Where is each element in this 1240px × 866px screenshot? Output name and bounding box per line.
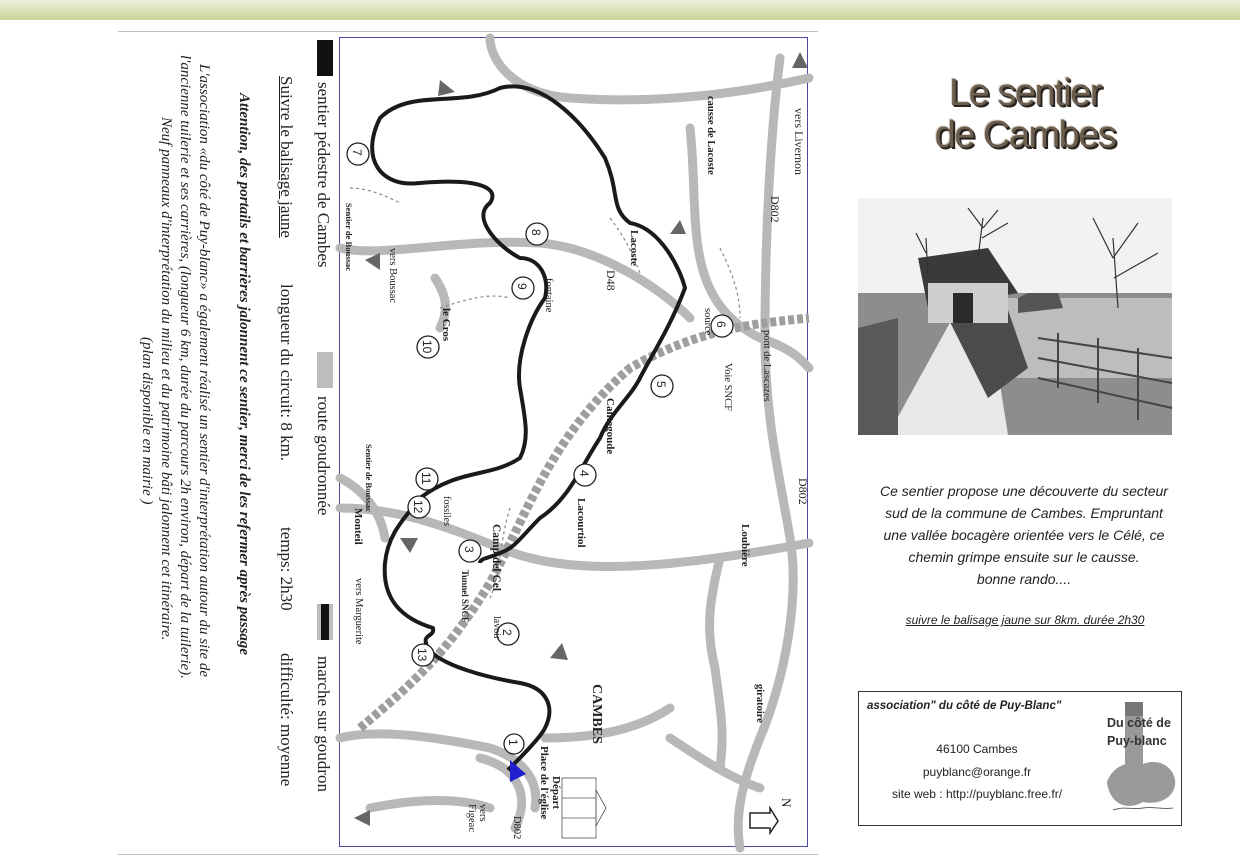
label-giratoire: giratoire	[754, 684, 765, 723]
label-pont: pont de Lascazes	[761, 330, 772, 402]
label-vers-marguerite: vers Marguerite	[353, 578, 364, 645]
waypoint-2: 2	[500, 629, 514, 636]
legend-goudron-label: marche sur goudron	[314, 656, 333, 792]
desc-line-2: sud de la commune de Cambes. Empruntant	[885, 505, 1163, 521]
top-divider	[118, 31, 818, 32]
page-title	[880, 72, 1170, 156]
label-source: source	[702, 308, 713, 336]
waypoint-3: 3	[462, 546, 476, 553]
logo-text-1: Du côté de	[1107, 716, 1171, 730]
waypoint-10: 10	[420, 340, 434, 354]
legend-difficulte: difficulté: moyenne	[277, 653, 296, 787]
label-depart: Départ	[550, 776, 562, 809]
association-website[interactable]: site web : http://puyblanc.free.fr/	[891, 787, 1063, 801]
label-vers-livernon: vers Livernon	[792, 108, 806, 175]
desc-line-4: chemin grimpe ensuite sur le causse.	[908, 549, 1140, 565]
waypoint-9: 9	[515, 283, 529, 290]
label-vers-figeac: vers Figeac	[466, 804, 488, 832]
label-d48: D48	[604, 270, 618, 291]
map-drawing	[340, 38, 809, 848]
title-line-2: de Cambes	[934, 114, 1116, 156]
legend-assoc-text-2: l'ancienne tuilerie et ses carrières, (longueur 6 km, durée du parcours 2h environ, départ de la tuilerie).	[177, 55, 193, 679]
waypoint-11: 11	[419, 472, 433, 485]
label-tunnel: Tunnel SNCF	[460, 570, 470, 623]
label-d802-mid: D802	[796, 478, 810, 505]
desc-line-5: bonne rando....	[976, 571, 1072, 587]
association-name: association" du côté de Puy-Blanc"	[867, 700, 1062, 712]
bottom-divider	[118, 854, 818, 855]
label-sentier-boussac-mid: Sentier de Boussac	[364, 444, 374, 512]
label-causse-lacoste: causse de Lacoste	[705, 96, 716, 175]
legend-road-swatch	[317, 352, 333, 388]
legend-longueur: longueur du circuit: 8 km.	[277, 284, 296, 462]
balisage-note: suivre le balisage jaune sur 8km. durée 2h30	[905, 613, 1145, 627]
association-email[interactable]: puyblanc@orange.fr	[922, 765, 1032, 779]
waypoint-4: 4	[577, 470, 591, 477]
association-box	[858, 691, 1182, 826]
trail-map	[339, 37, 808, 847]
label-lavoir: lavoir	[491, 616, 502, 640]
label-vers-boussac: vers Boussac	[387, 248, 398, 304]
legend-trail-swatch	[317, 40, 333, 76]
photo-drawing	[858, 198, 1172, 435]
label-cantegoude: Cantegoude	[604, 398, 616, 455]
trail-description	[862, 480, 1186, 590]
north-arrow-icon	[750, 808, 778, 833]
label-camp-del-cel: Camp del Cel	[490, 524, 502, 592]
waypoint-7: 7	[350, 149, 364, 156]
legend-trail-label: sentier pédestre de Cambes	[314, 82, 333, 268]
label-cambes: CAMBES	[589, 684, 604, 744]
label-north: N	[779, 798, 794, 808]
legend-goudron-swatch	[317, 604, 333, 640]
label-loubiere: Loubière	[739, 524, 751, 567]
label-voie: Voie SNCF	[722, 363, 733, 411]
church-sketch	[562, 778, 606, 838]
desc-line-1: Ce sentier propose une découverte du secteur	[880, 483, 1168, 499]
waypoint-1: 1	[506, 739, 520, 746]
legend-assoc-text-4: (plan disponible en mairie )	[139, 337, 155, 505]
waypoint-6: 6	[714, 321, 728, 328]
label-fontaine: fontaine	[543, 278, 554, 313]
legend-assoc-text-1: L'association «du côté de Puy-blanc» a également réalisé un sentier d'interprétation autour du site de	[196, 64, 212, 677]
desc-line-3: une vallée bocagère orientée vers le Célé, ce	[883, 527, 1165, 543]
label-sentier-boussac-top: Sentier de Boussac	[344, 203, 354, 271]
logo-text-2: Puy-blanc	[1107, 734, 1167, 748]
legend-attention: Attention, des portails et barrières jalonnent ce sentier, merci de les refermer après passage	[236, 93, 252, 656]
title-line-1: Le sentier	[949, 72, 1101, 114]
waypoint-8: 8	[529, 229, 543, 236]
waypoint-13: 13	[415, 648, 429, 662]
association-city: 46100 Cambes	[936, 742, 1018, 756]
label-lacourtiol: Lacourtiol	[575, 498, 587, 548]
label-le-cros: le Cros	[440, 308, 452, 342]
waypoint-5: 5	[654, 381, 668, 388]
legend-balisage: Suivre le balisage jaune	[277, 76, 296, 238]
landscape-photo	[858, 198, 1172, 435]
legend-assoc-text-3: Neuf panneaux d'interprétation du milieu et du patrimoine bâti jalonnent cet itinéraire.	[158, 117, 174, 641]
legend-temps: temps: 2h30	[277, 527, 296, 611]
label-monteil: Monteil	[352, 508, 364, 545]
legend-road-label: route goudronnée	[314, 396, 333, 516]
label-d802-bottom: D802	[511, 816, 522, 840]
label-place-eglise: Place de l'église	[538, 746, 550, 820]
top-gradient-bar	[0, 0, 1240, 20]
label-lacoste: Lacoste	[628, 230, 640, 267]
label-d802-top: D802	[768, 196, 782, 223]
waypoint-12: 12	[411, 500, 425, 514]
label-fossiles: fossiles	[441, 496, 452, 526]
